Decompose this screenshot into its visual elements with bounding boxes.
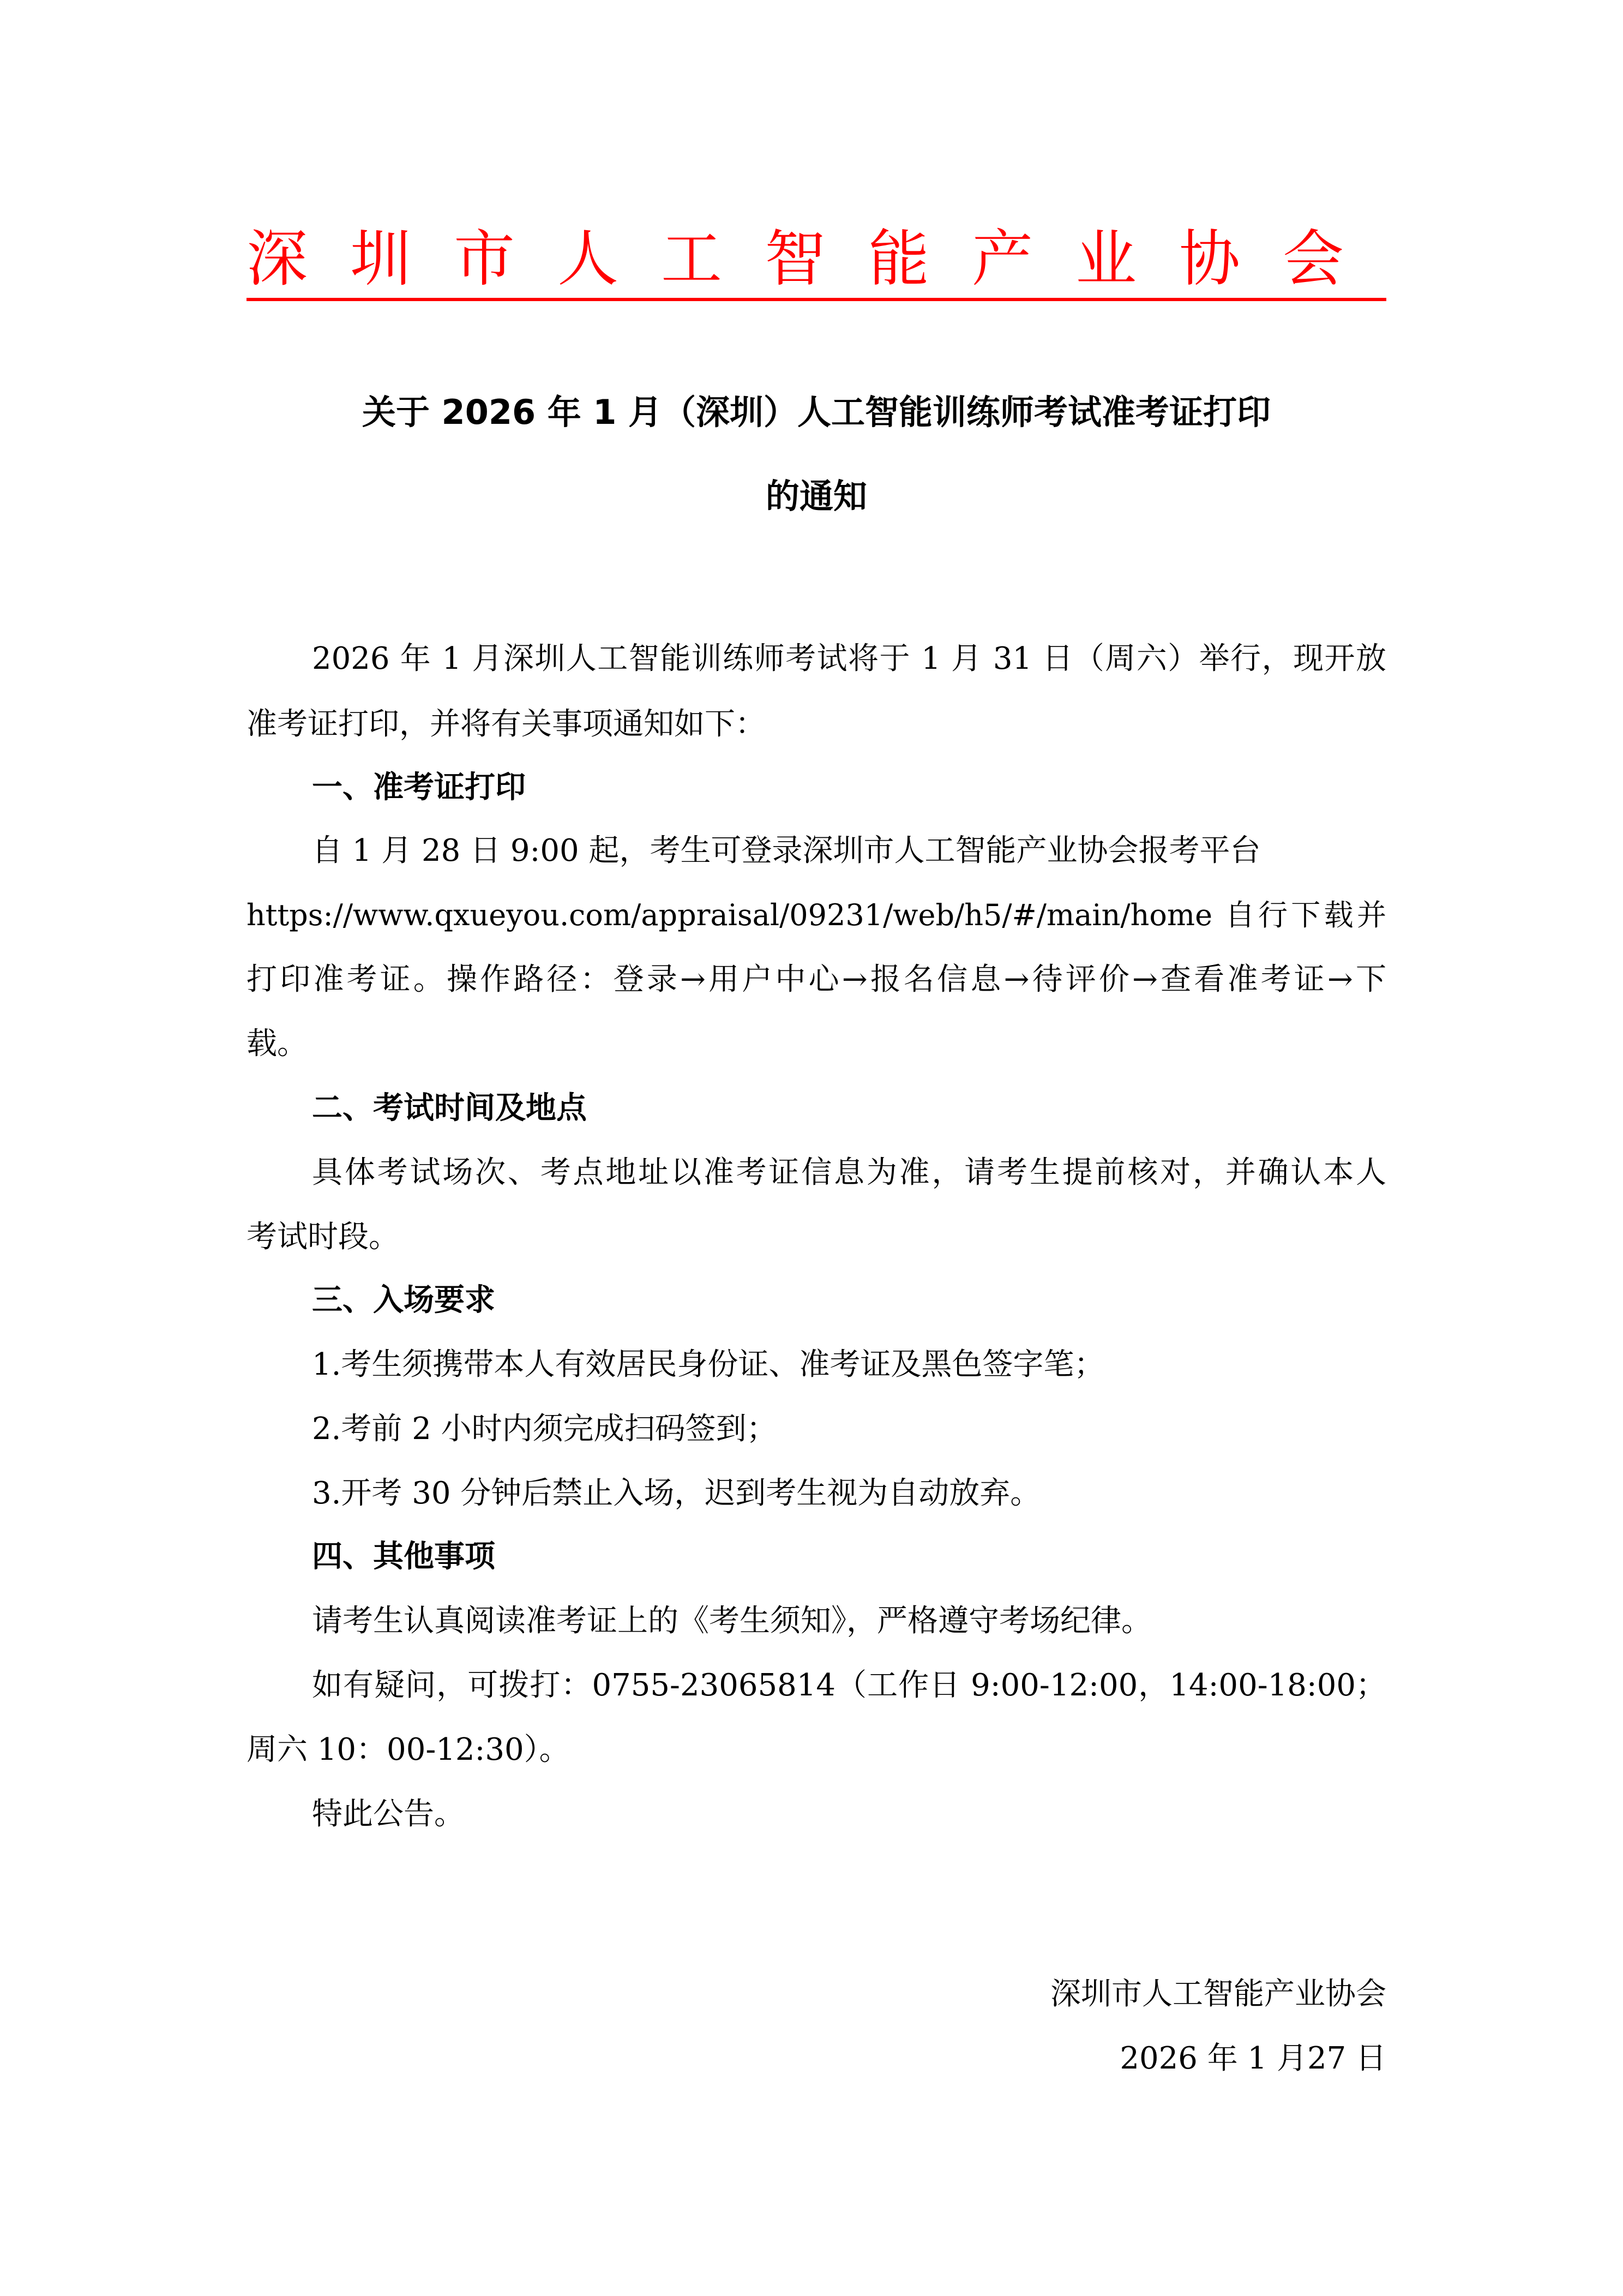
intro-line-2: 准考证打印，并将有关事项通知如下： <box>247 706 766 742</box>
letterhead-rule <box>247 298 1386 301</box>
section-2-line-2: 考试时段。 <box>247 1219 399 1255</box>
signature-organization: 深圳市人工智能产业协会 <box>1050 1976 1386 2012</box>
section-4-heading: 四、其他事项 <box>312 1539 495 1574</box>
section-3-item-1: 1.考生须携带本人有效居民身份证、准考证及黑色签字笔； <box>312 1347 1105 1382</box>
section-2-heading: 二、考试时间及地点 <box>312 1090 587 1126</box>
section-1-line-4: 载。 <box>247 1026 308 1062</box>
closing-statement: 特此公告。 <box>312 1796 465 1832</box>
section-1-heading: 一、准考证打印 <box>312 770 526 805</box>
section-1-line-2: https://www.qxueyou.com/appraisal/09231/web/h5/#/main/home 自行下载并 <box>247 898 1386 932</box>
section-1-line-3: 打印准考证。操作路径：登录→用户中心→报名信息→待评价→查看准考证→下 <box>247 962 1386 997</box>
intro-line-1: 2026 年 1 月深圳人工智能训练师考试将于 1 月 31 日（周六）举行，现开放 <box>312 641 1386 676</box>
signature-date: 2026 年 1 月27 日 <box>1120 2041 1386 2076</box>
section-4-line-2: 如有疑问，可拨打：0755-23065814（工作日 9:00-12:00，14:00-18:00； <box>312 1668 1386 1703</box>
organization-letterhead: 深圳市人工智能产业协会 <box>247 224 1386 295</box>
section-2-line-1: 具体考试场次、考点地址以准考证信息为准，请考生提前核对，并确认本人 <box>312 1155 1386 1190</box>
section-3-item-3: 3.开考 30 分钟后禁止入场，迟到考生视为自动放弃。 <box>312 1476 1041 1511</box>
section-4-line-1: 请考生认真阅读准考证上的《考生须知》，严格遵守考场纪律。 <box>312 1603 1152 1639</box>
notice-title-line-1: 关于 2026 年 1 月（深圳）人工智能训练师考试准考证打印 <box>362 392 1271 432</box>
section-1-line-1: 自 1 月 28 日 9:00 起，考生可登录深圳市人工智能产业协会报考平台 <box>312 833 1261 868</box>
notice-title-line-2: 的通知 <box>765 476 867 516</box>
section-3-heading: 三、入场要求 <box>312 1282 495 1318</box>
section-3-item-2: 2.考前 2 小时内须完成扫码签到； <box>312 1411 777 1447</box>
section-4-line-3: 周六 10：00-12:30）。 <box>247 1732 570 1767</box>
